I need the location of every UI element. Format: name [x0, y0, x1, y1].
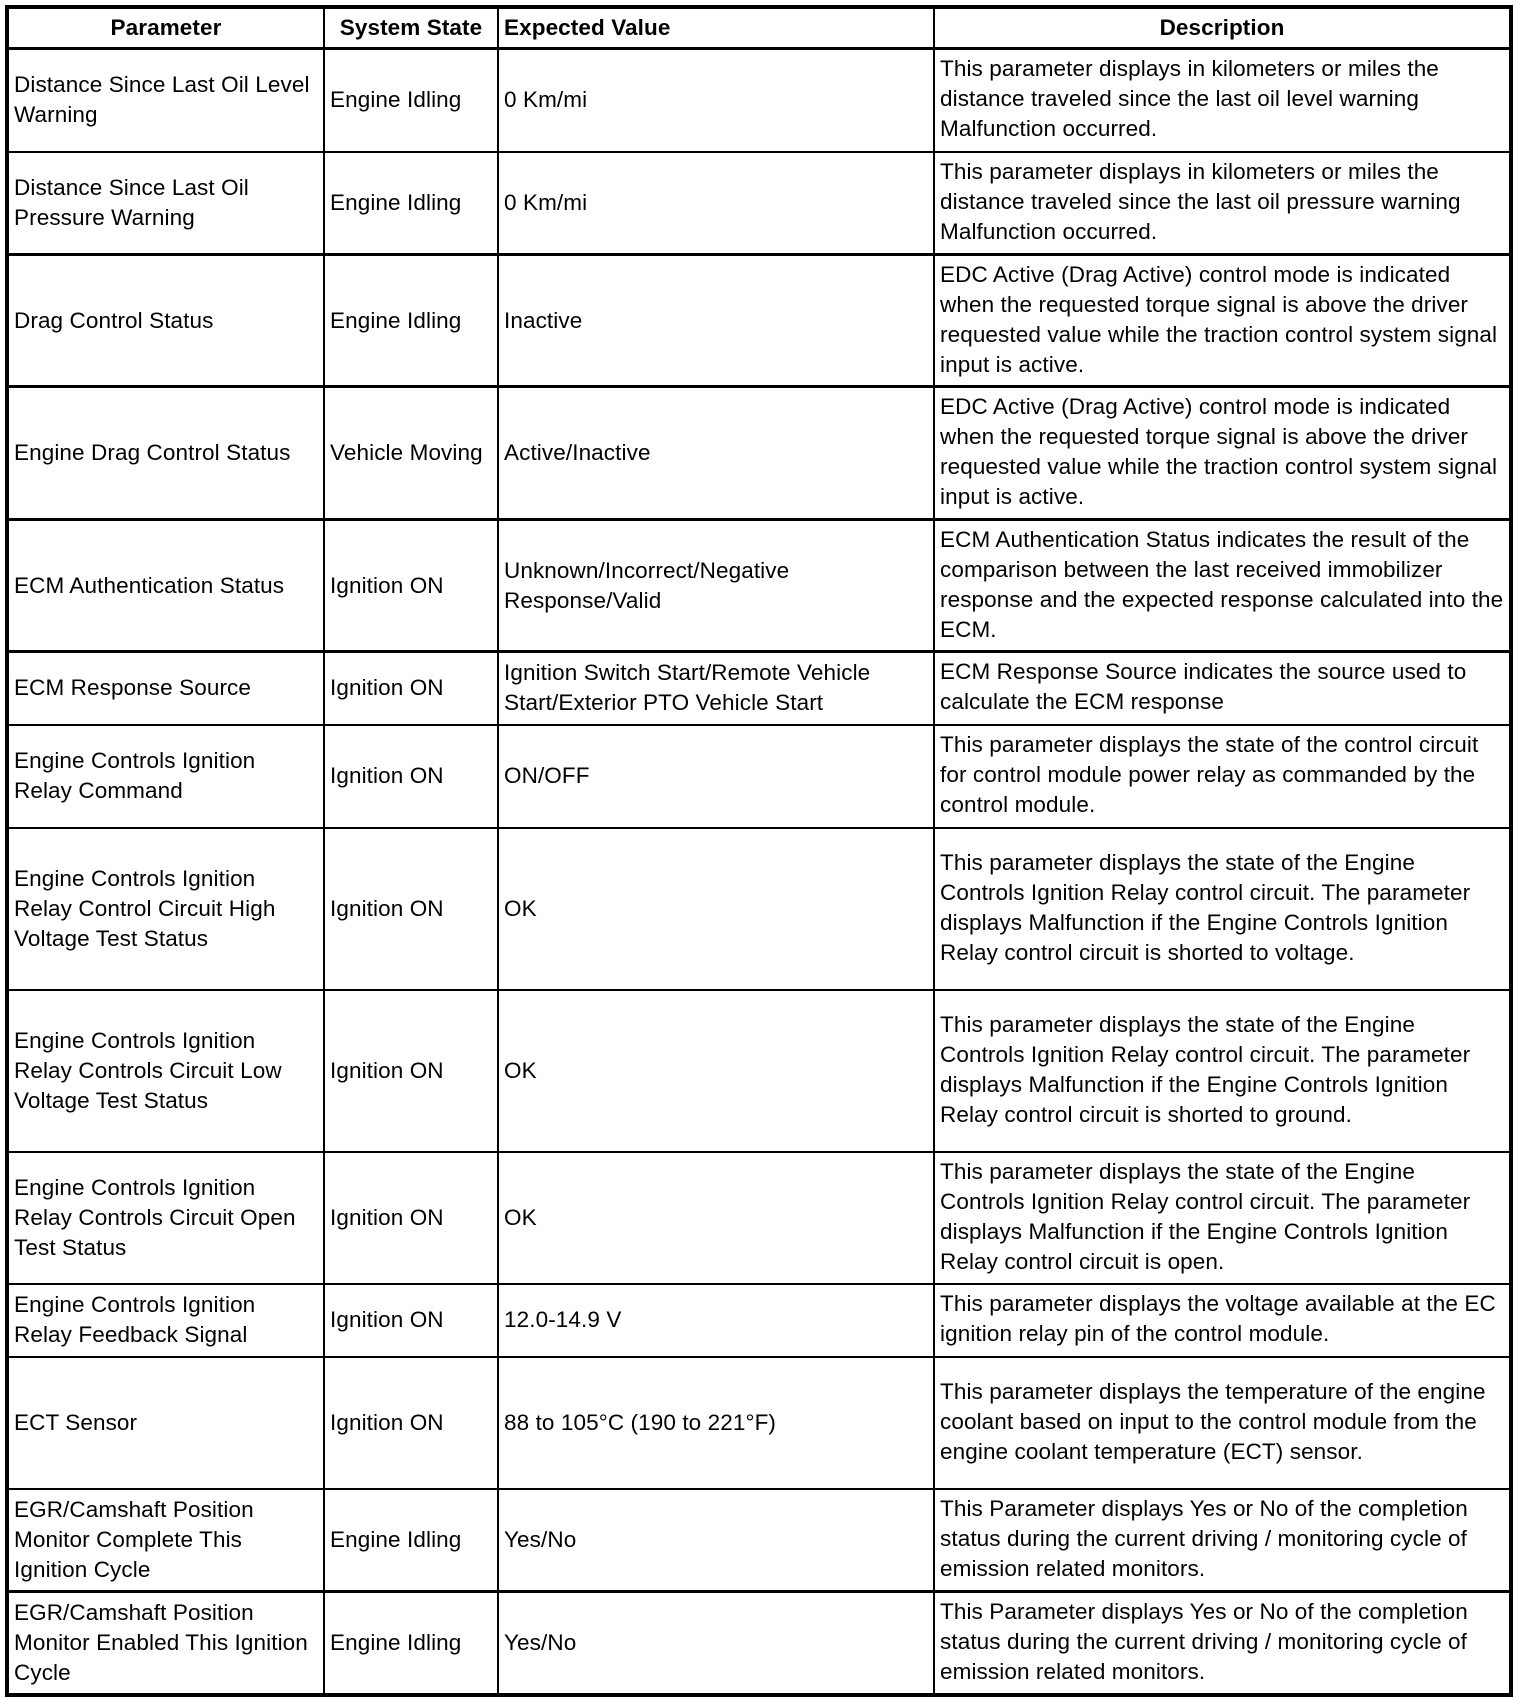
cell-system-state: Ignition ON	[324, 1284, 498, 1357]
table-row	[7, 152, 1511, 255]
table-row	[7, 49, 1511, 152]
table-row	[7, 828, 1511, 990]
cell-expected-value: 88 to 105°C (190 to 221°F)	[498, 1357, 934, 1489]
cell-parameter: Engine Controls Ignition Relay Controls Circuit Open Test Status	[7, 1152, 324, 1284]
table-row	[7, 255, 1511, 387]
cell-expected-value: 0 Km/mi	[498, 49, 934, 152]
cell-system-state: Engine Idling	[324, 1489, 498, 1592]
cell-expected-value: Ignition Switch Start/Remote Vehicle Start/Exterior PTO Vehicle Start	[498, 652, 934, 725]
cell-description: This parameter displays the state of the Engine Controls Ignition Relay control circuit. The parameter displays Malfunction if the Engine Controls Ignition Relay control circuit is shorted to ground.	[934, 990, 1511, 1152]
cell-expected-value: OK	[498, 828, 934, 990]
cell-system-state: Engine Idling	[324, 49, 498, 152]
cell-expected-value: Yes/No	[498, 1489, 934, 1592]
cell-expected-value: Active/Inactive	[498, 387, 934, 520]
header-description: Description	[934, 7, 1511, 49]
cell-description: This parameter displays the voltage available at the EC ignition relay pin of the control module.	[934, 1284, 1511, 1357]
cell-system-state: Ignition ON	[324, 652, 498, 725]
header-system-state: System State	[324, 7, 498, 49]
table-row	[7, 1592, 1511, 1695]
cell-description: This parameter displays the state of the Engine Controls Ignition Relay control circuit. The parameter displays Malfunction if the Engine Controls Ignition Relay control circuit is shorted to voltage.	[934, 828, 1511, 990]
cell-expected-value: OK	[498, 1152, 934, 1284]
cell-description: EDC Active (Drag Active) control mode is indicated when the requested torque signal is above the driver requested value while the traction control system signal input is active.	[934, 387, 1511, 520]
cell-parameter: ECM Response Source	[7, 652, 324, 725]
cell-parameter: Engine Controls Ignition Relay Feedback Signal	[7, 1284, 324, 1357]
table-row	[7, 1152, 1511, 1284]
table-row	[7, 725, 1511, 828]
cell-system-state: Ignition ON	[324, 1152, 498, 1284]
cell-parameter: Distance Since Last Oil Level Warning	[7, 49, 324, 152]
cell-system-state: Ignition ON	[324, 828, 498, 990]
cell-parameter: Engine Controls Ignition Relay Command	[7, 725, 324, 828]
cell-expected-value: Unknown/Incorrect/Negative Response/Valid	[498, 520, 934, 652]
cell-description: This parameter displays the state of the control circuit for control module power relay as commanded by the control module.	[934, 725, 1511, 828]
cell-parameter: Engine Drag Control Status	[7, 387, 324, 520]
cell-system-state: Ignition ON	[324, 520, 498, 652]
header-parameter: Parameter	[7, 7, 324, 49]
cell-description: This parameter displays in kilometers or miles the distance traveled since the last oil pressure warning Malfunction occurred.	[934, 152, 1511, 255]
cell-parameter: EGR/Camshaft Position Monitor Enabled This Ignition Cycle	[7, 1592, 324, 1695]
table-header-row	[7, 7, 1511, 49]
header-expected-value: Expected Value	[498, 7, 934, 49]
cell-system-state: Engine Idling	[324, 152, 498, 255]
cell-expected-value: OK	[498, 990, 934, 1152]
cell-description: This Parameter displays Yes or No of the completion status during the current driving / monitoring cycle of emission related monitors.	[934, 1592, 1511, 1695]
cell-parameter: Drag Control Status	[7, 255, 324, 387]
cell-system-state: Engine Idling	[324, 1592, 498, 1695]
cell-system-state: Ignition ON	[324, 725, 498, 828]
cell-parameter: ECT Sensor	[7, 1357, 324, 1489]
cell-expected-value: Inactive	[498, 255, 934, 387]
cell-expected-value: Yes/No	[498, 1592, 934, 1695]
cell-description: ECM Authentication Status indicates the result of the comparison between the last received immobilizer response and the expected response calculated into the ECM.	[934, 520, 1511, 652]
cell-parameter: Engine Controls Ignition Relay Control Circuit High Voltage Test Status	[7, 828, 324, 990]
cell-parameter: Engine Controls Ignition Relay Controls Circuit Low Voltage Test Status	[7, 990, 324, 1152]
cell-parameter: ECM Authentication Status	[7, 520, 324, 652]
cell-description: ECM Response Source indicates the source used to calculate the ECM response	[934, 652, 1511, 725]
table-row	[7, 520, 1511, 652]
cell-system-state: Ignition ON	[324, 990, 498, 1152]
cell-system-state: Engine Idling	[324, 255, 498, 387]
cell-system-state: Ignition ON	[324, 1357, 498, 1489]
cell-description: This parameter displays in kilometers or miles the distance traveled since the last oil level warning Malfunction occurred.	[934, 49, 1511, 152]
cell-parameter: Distance Since Last Oil Pressure Warning	[7, 152, 324, 255]
cell-description: EDC Active (Drag Active) control mode is indicated when the requested torque signal is above the driver requested value while the traction control system signal input is active.	[934, 255, 1511, 387]
cell-expected-value: 0 Km/mi	[498, 152, 934, 255]
parameter-table	[5, 5, 1513, 1697]
cell-description: This parameter displays the temperature of the engine coolant based on input to the control module from the engine coolant temperature (ECT) sensor.	[934, 1357, 1511, 1489]
table-row	[7, 652, 1511, 725]
table-row	[7, 1357, 1511, 1489]
cell-description: This Parameter displays Yes or No of the completion status during the current driving / monitoring cycle of emission related monitors.	[934, 1489, 1511, 1592]
cell-expected-value: ON/OFF	[498, 725, 934, 828]
table-row	[7, 387, 1511, 520]
cell-description: This parameter displays the state of the Engine Controls Ignition Relay control circuit. The parameter displays Malfunction if the Engine Controls Ignition Relay control circuit is open.	[934, 1152, 1511, 1284]
cell-system-state: Vehicle Moving	[324, 387, 498, 520]
table-row	[7, 1284, 1511, 1357]
table-row	[7, 1489, 1511, 1592]
table-row	[7, 990, 1511, 1152]
cell-parameter: EGR/Camshaft Position Monitor Complete This Ignition Cycle	[7, 1489, 324, 1592]
cell-expected-value: 12.0-14.9 V	[498, 1284, 934, 1357]
